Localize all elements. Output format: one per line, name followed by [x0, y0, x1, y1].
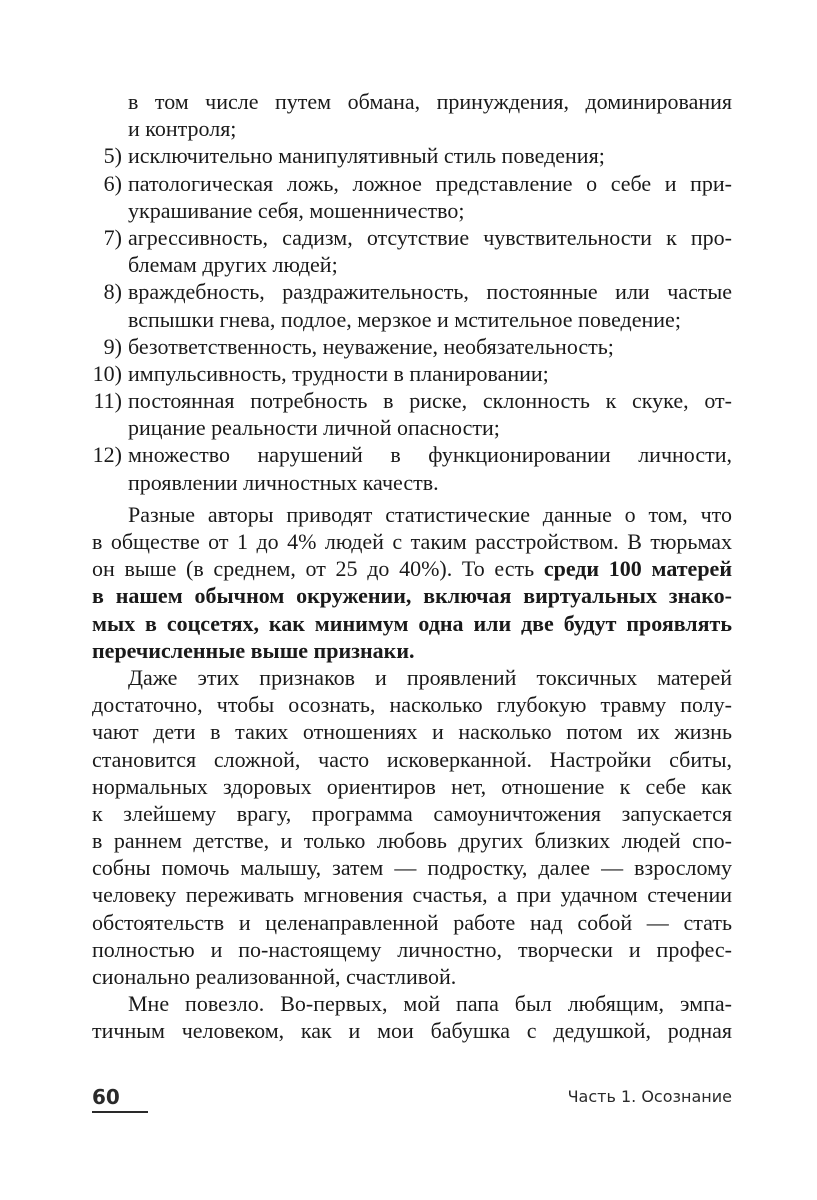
paragraph-line: Мне повезло. Во-первых, мой папа был любящим, эмпа- — [128, 991, 732, 1017]
list-item — [92, 387, 732, 441]
list-item-text: проявлении личностных качеств. — [128, 469, 439, 495]
paragraph-line: к злейшему врагу, программа самоуничтожения запускается — [92, 800, 732, 826]
list-item-number: 11) — [93, 388, 122, 414]
list-item-number: 10) — [92, 360, 122, 386]
paragraph-line: нормальных здоровых ориентиров нет, отношение к себе как — [92, 773, 732, 799]
page-body — [92, 88, 732, 1045]
paragraph-line: чают дети в таких отношениях и насколько потом их жизнь — [92, 719, 732, 745]
list-item-number: 5) — [103, 143, 122, 169]
paragraph-line: достаточно, чтобы осознать, насколько глубокую травму полу- — [92, 692, 732, 718]
paragraph-line: собны помочь малышу, затем — подростку, далее — взрослому — [92, 855, 732, 881]
paragraph-toxic-mothers — [92, 664, 732, 990]
list-item — [92, 278, 732, 332]
list-item-text: украшивание себя, мошенничество; — [128, 197, 465, 223]
list-item — [92, 142, 732, 169]
list-item-number: 12) — [92, 442, 122, 468]
paragraph-line: обстоятельств и целенаправленной работе над собой — стать — [92, 909, 732, 935]
list-continuation-line: в том числе путем обмана, принуждения, доминирования — [128, 89, 732, 114]
bold-emphasis: в нашем обычном окружении, включая виртуальных знако- — [92, 583, 732, 609]
bold-emphasis: перечисленные выше признаки. — [92, 637, 415, 663]
list-item-text: постоянная потребность в риске, склонность к скуке, от- — [128, 388, 732, 414]
running-head: Часть 1. Осознание — [567, 1087, 732, 1106]
list-continuation-line: и контроля; — [128, 116, 237, 142]
list-item-text: блемам других людей; — [128, 252, 338, 278]
list-item — [92, 224, 732, 278]
paragraph-line: в раннем детстве, и только любовь других близких людей спо- — [92, 828, 732, 854]
list-item-text: исключительно манипулятивный стиль поведения; — [128, 143, 605, 169]
paragraph-line: становится сложной, часто исковерканной. Настройки сбиты, — [92, 746, 732, 772]
list-item — [92, 441, 732, 495]
list-item-number: 8) — [103, 279, 122, 305]
list-item-text: агрессивность, садизм, отсутствие чувствительности к про- — [128, 224, 732, 250]
list-item-number: 7) — [103, 224, 122, 250]
paragraph-line: в обществе от 1 до 4% людей с таким расстройством. В тюрьмах — [92, 529, 732, 555]
bold-emphasis: мых в соцсетях, как минимум одна или две будут проявлять — [92, 610, 732, 636]
bold-emphasis: среди 100 матерей — [543, 556, 732, 582]
paragraph-line — [92, 637, 732, 664]
paragraph-line — [92, 582, 732, 609]
paragraph-line: Даже этих признаков и проявлений токсичных матерей — [128, 664, 732, 690]
list-item-text: безответственность, неуважение, необязательность; — [128, 333, 614, 359]
page-number-underline — [92, 1111, 148, 1113]
paragraph-line: тичным человеком, как и мои бабушка с дедушкой, родная — [92, 1018, 732, 1044]
paragraph-statistics — [92, 501, 732, 664]
paragraph-line: сионально реализованной, счастливой. — [92, 964, 457, 990]
list-item-text: множество нарушений в функционировании личности, — [128, 442, 732, 468]
paragraph-line — [92, 610, 732, 637]
list-item-number: 6) — [103, 170, 122, 196]
paragraph-lucky — [92, 990, 732, 1044]
list-item-text: враждебность, раздражительность, постоянные или частые — [128, 279, 732, 305]
list-item-number: 9) — [103, 333, 122, 359]
paragraph-line: Разные авторы приводят статистические данные о том, что — [128, 501, 732, 527]
list-item-text: рицание реальности личной опасности; — [128, 415, 500, 441]
page-footer — [92, 1085, 732, 1125]
paragraph-line — [92, 555, 732, 582]
paragraph-text: он выше (в среднем, от 25 до 40%). То есть — [92, 556, 544, 582]
list-item — [92, 360, 732, 387]
list-item-text: патологическая ложь, ложное представление о себе и при- — [128, 170, 732, 196]
page-number: 60 — [92, 1085, 120, 1109]
list-item-text: импульсивность, трудности в планировании; — [128, 360, 549, 386]
list-item — [92, 170, 732, 224]
list-item-text: вспышки гнева, подлое, мерзкое и мстительное поведение; — [128, 306, 681, 332]
list-item — [92, 333, 732, 360]
paragraph-line: человеку переживать мгновения счастья, а при удачном стечении — [92, 882, 732, 908]
paragraph-line: полностью и по-настоящему личностно, творчески и профес- — [92, 936, 732, 962]
